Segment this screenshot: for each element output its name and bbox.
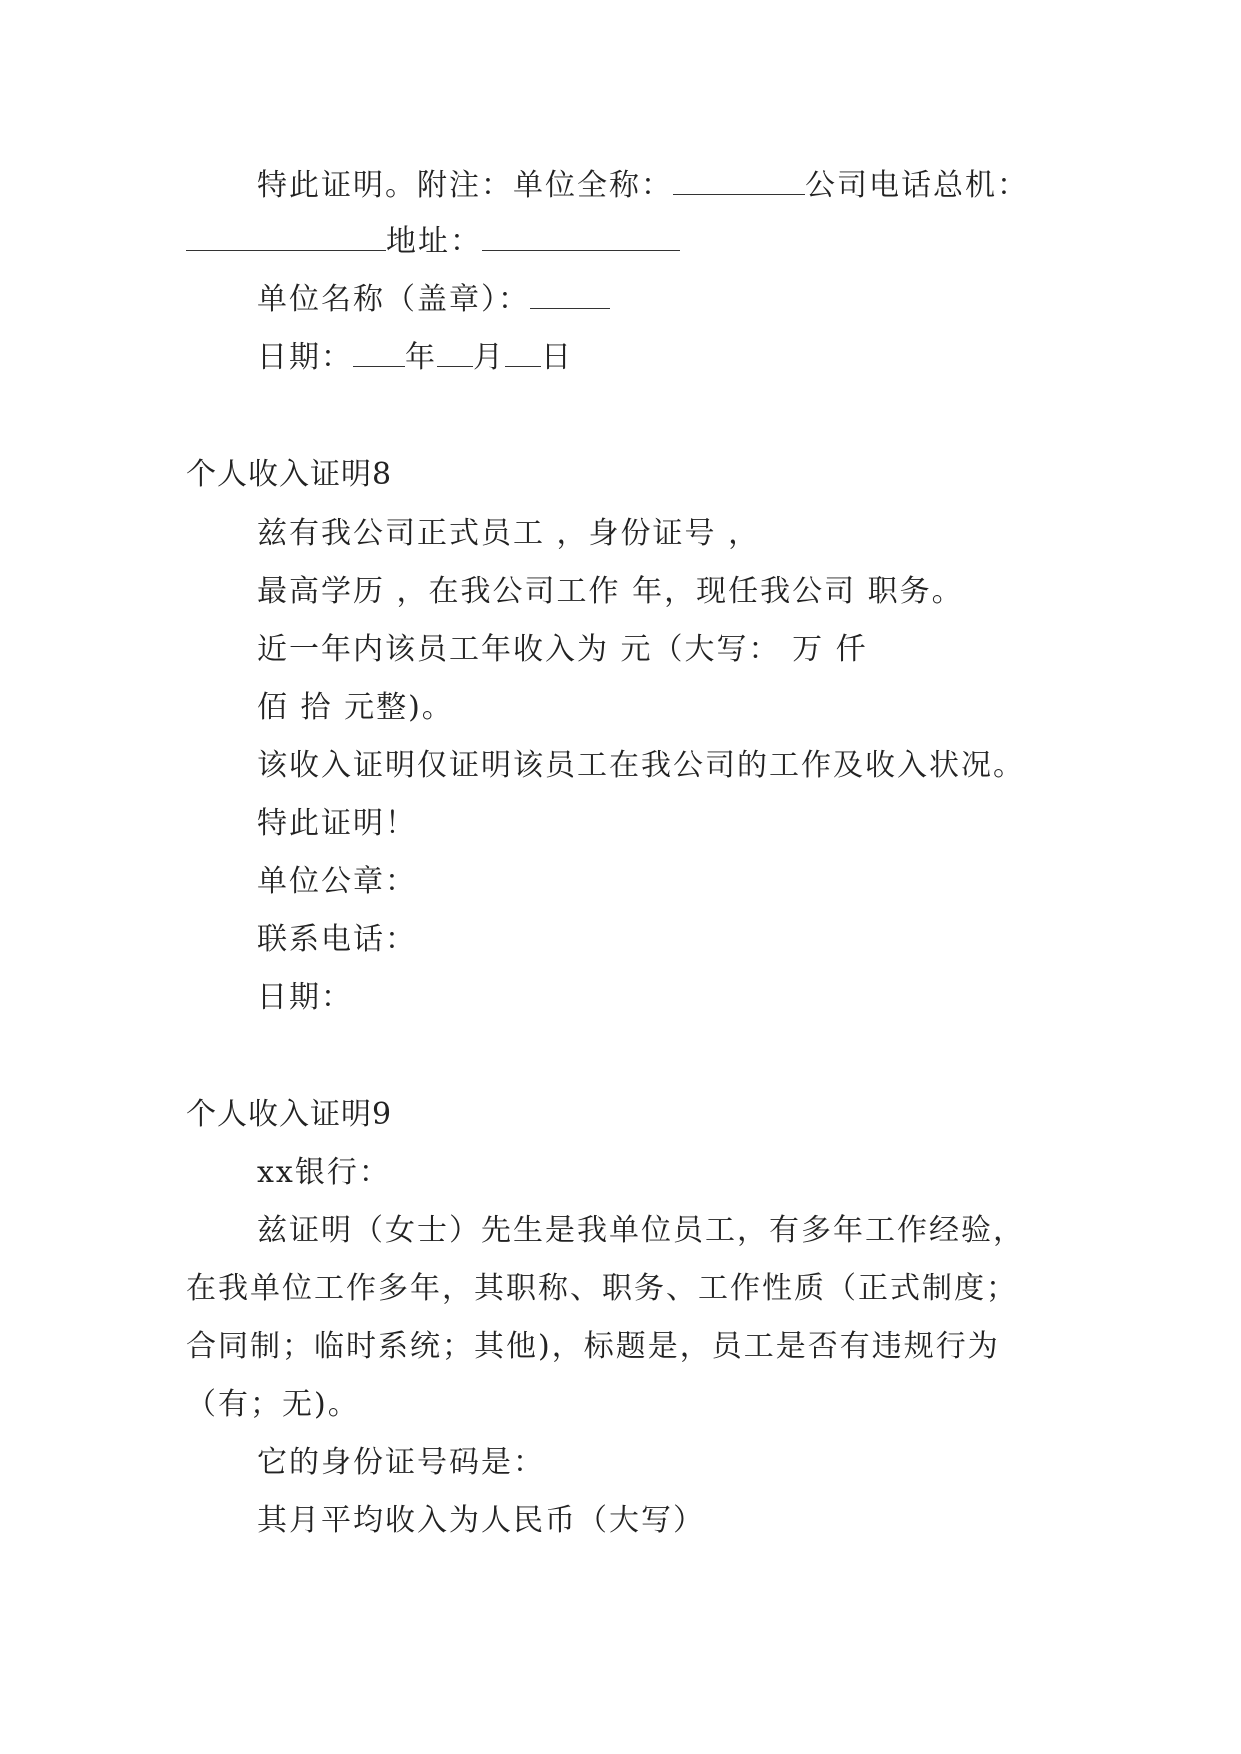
section8-para: 近一年内该员工年收入为 元（大写： 万 仟 xyxy=(257,632,868,667)
section9-body-line: 在我单位工作多年，其职称、职务、工作性质（正式制度； xyxy=(186,1271,1018,1306)
seal-label: 单位名称（盖章）： xyxy=(257,282,530,317)
day-blank xyxy=(505,338,541,367)
phone-blank xyxy=(186,222,386,251)
section9-body-line: 兹证明（女士）先生是我单位员工，有多年工作经验， xyxy=(257,1213,1025,1248)
day-label: 日 xyxy=(541,340,573,375)
phone-label: 公司电话总机： xyxy=(805,168,1029,203)
address-label: 地址： xyxy=(386,224,482,259)
address-blank xyxy=(482,222,680,251)
company-name-blank xyxy=(673,166,805,195)
section8-para: 特此证明！ xyxy=(257,806,417,841)
month-blank xyxy=(437,338,473,367)
section9-addressee: xx银行： xyxy=(257,1155,391,1190)
address-line xyxy=(186,222,680,262)
section9-income-line: 其月平均收入为人民币（大写） xyxy=(257,1503,705,1538)
section8-para: 佰 拾 元整)。 xyxy=(257,690,454,725)
attachment-line xyxy=(257,166,1029,206)
section8-title: 个人收入证明8 xyxy=(186,457,393,492)
section8-para: 日期： xyxy=(257,980,353,1015)
section9-id-line: 它的身份证号码是： xyxy=(257,1445,545,1480)
year-blank xyxy=(353,338,405,367)
year-label: 年 xyxy=(405,340,437,375)
seal-line xyxy=(257,280,610,320)
section8-para: 兹有我公司正式员工 ，身份证号 ， xyxy=(257,516,761,551)
date-line xyxy=(257,338,573,378)
attachment-text: 特此证明。附注：单位全称： xyxy=(257,168,673,203)
section8-para: 最高学历 ，在我公司工作 年，现任我公司 职务。 xyxy=(257,574,964,609)
section8-para: 联系电话： xyxy=(257,922,417,957)
section9-body-line: （有；无)。 xyxy=(186,1387,360,1422)
section9-body-line: 合同制；临时系统；其他)，标题是，员工是否有违规行为 xyxy=(186,1329,1000,1364)
section8-para: 单位公章： xyxy=(257,864,417,899)
month-label: 月 xyxy=(473,340,505,375)
seal-blank xyxy=(530,280,610,309)
date-label: 日期： xyxy=(257,340,353,375)
section8-para: 该收入证明仅证明该员工在我公司的工作及收入状况。 xyxy=(257,748,1025,783)
section9-title: 个人收入证明9 xyxy=(186,1097,393,1132)
